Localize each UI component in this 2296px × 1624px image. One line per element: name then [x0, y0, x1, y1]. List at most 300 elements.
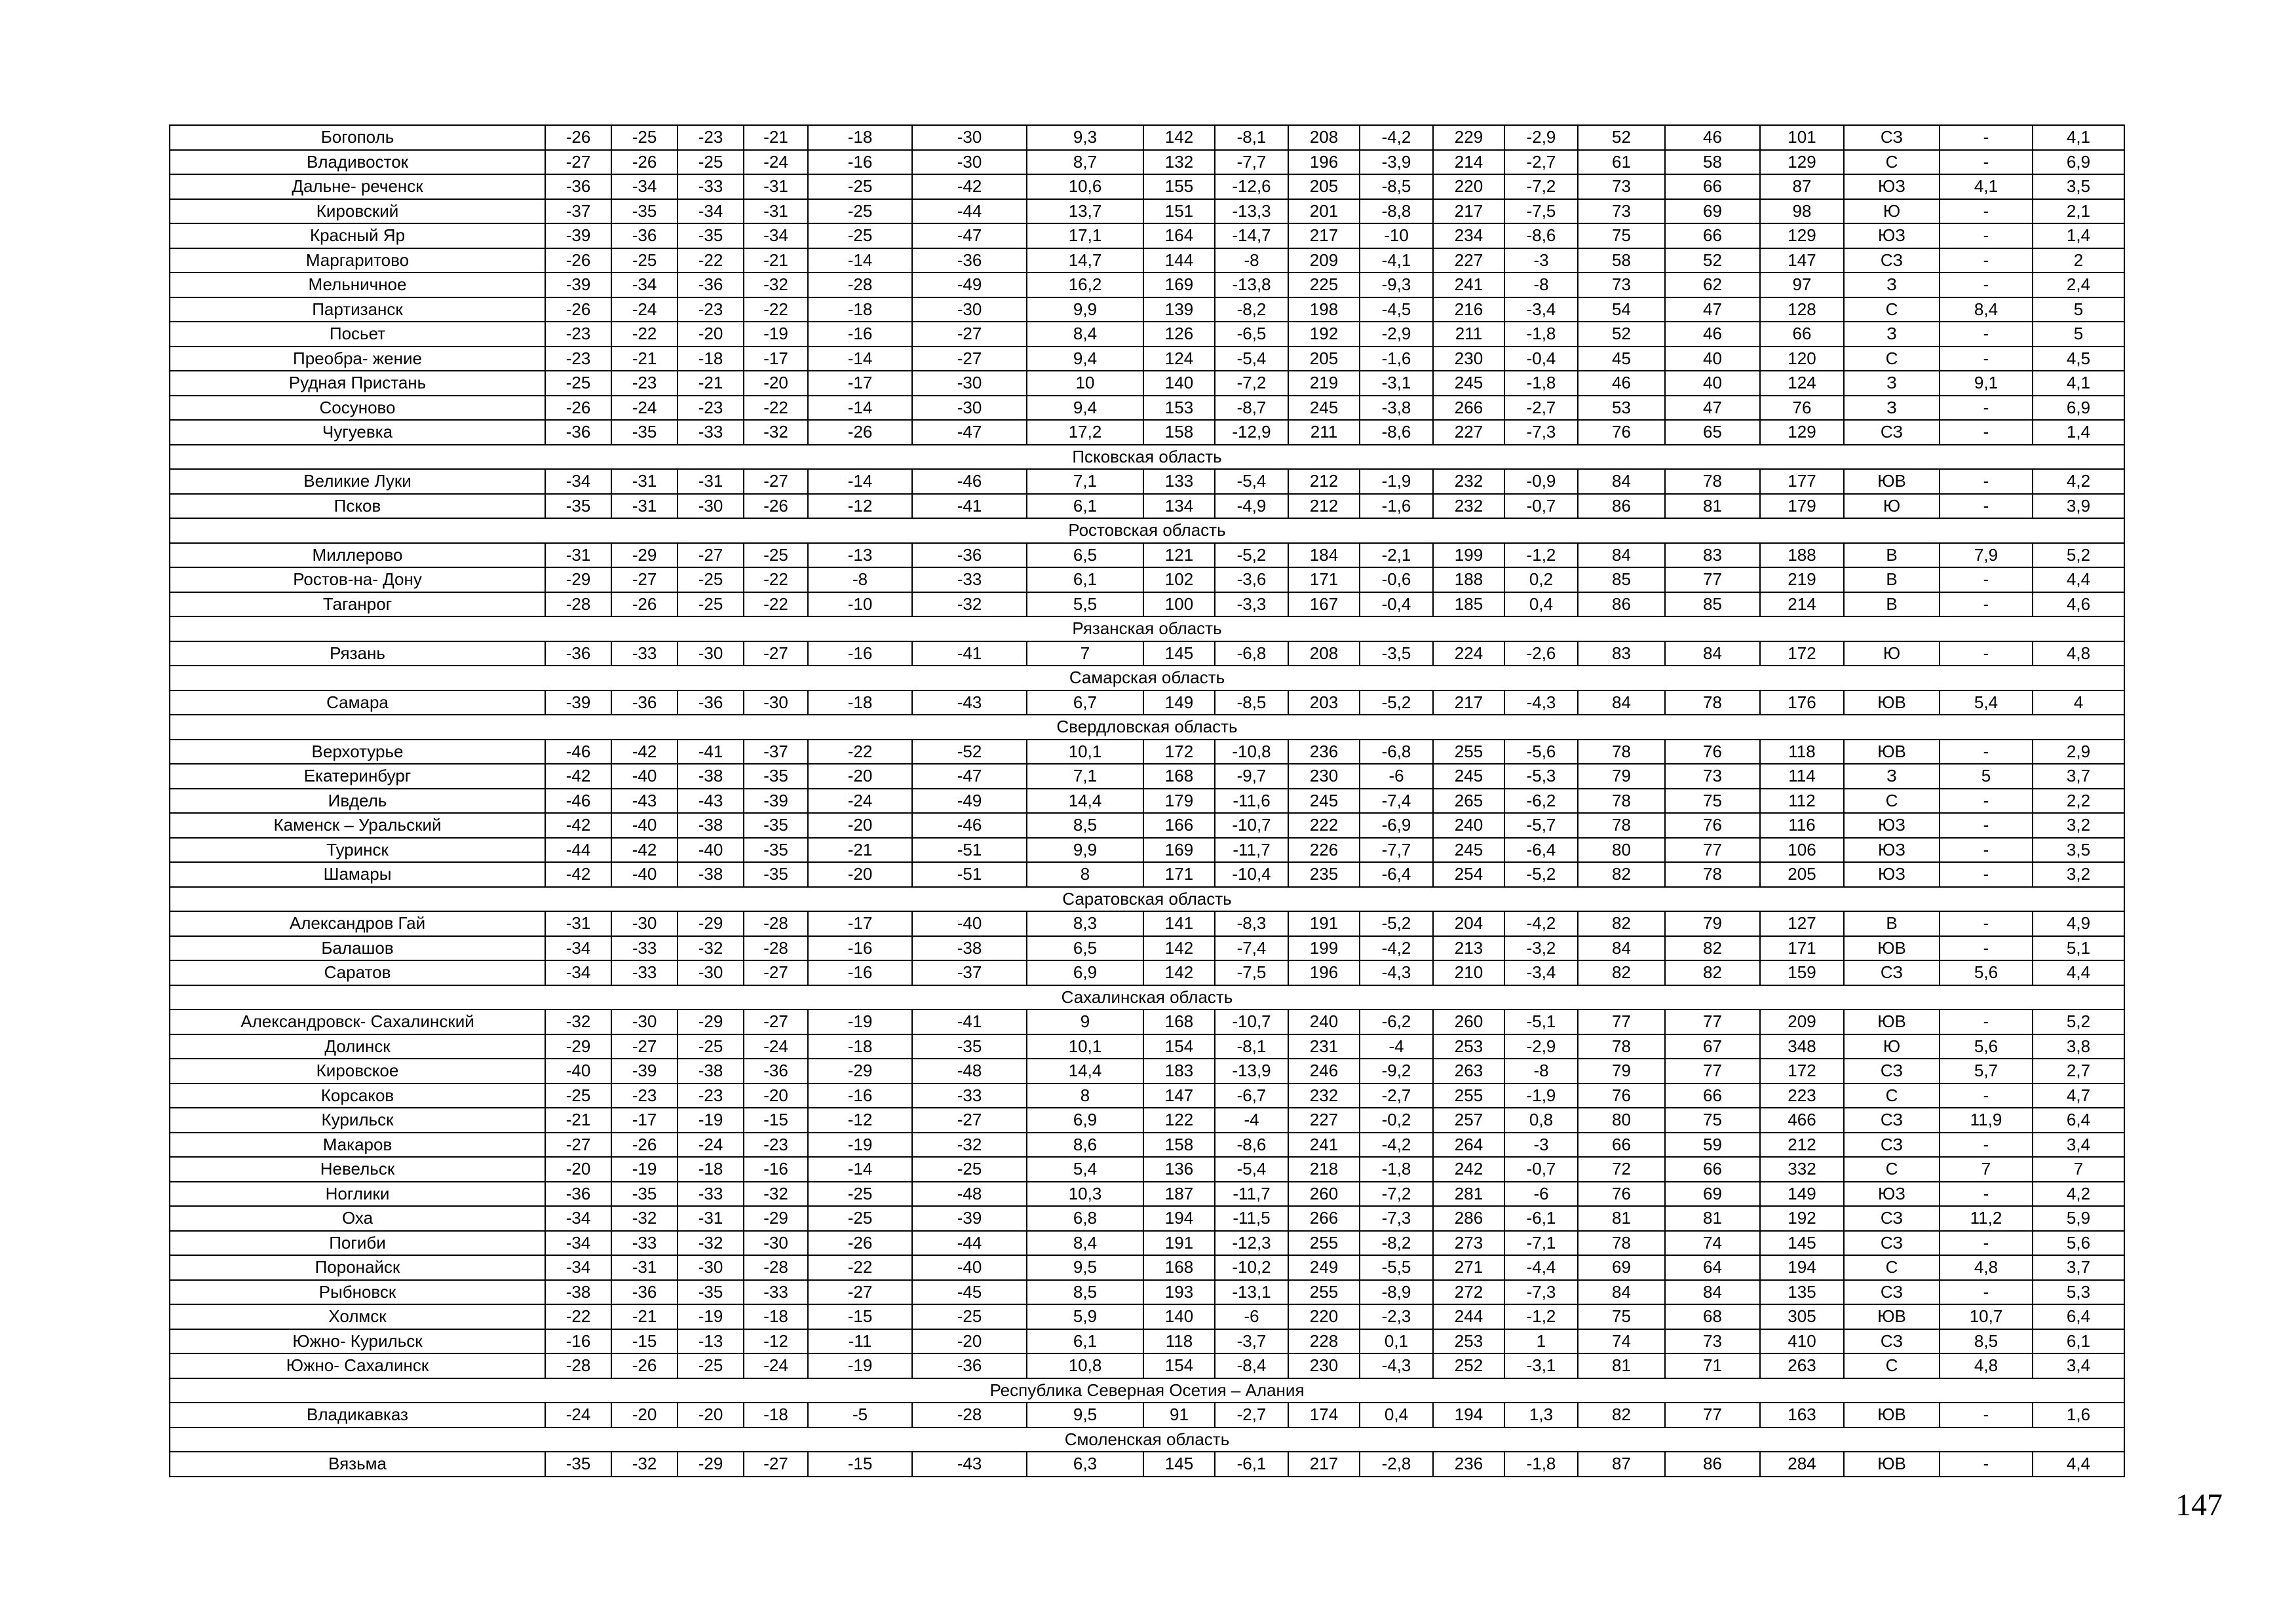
value-cell: 2,7: [2033, 1059, 2124, 1084]
value-cell: -44: [545, 838, 611, 863]
value-cell: 84: [1578, 690, 1665, 715]
station-name-cell: Мельничное: [170, 273, 545, 297]
value-cell: 82: [1665, 936, 1760, 961]
value-cell: 4,8: [1940, 1353, 2033, 1378]
value-cell: -27: [611, 1034, 678, 1059]
value-cell: 5,3: [2033, 1280, 2124, 1305]
value-cell: -33: [678, 420, 744, 445]
value-cell: 4,4: [2033, 567, 2124, 592]
value-cell: -28: [545, 1353, 611, 1378]
value-cell: -27: [912, 322, 1027, 347]
station-name-cell: Поронайск: [170, 1255, 545, 1280]
value-cell: 254: [1433, 862, 1504, 887]
value-cell: -18: [744, 1403, 808, 1427]
value-cell: -14: [808, 1157, 912, 1182]
value-cell: 245: [1288, 396, 1360, 421]
value-cell: -17: [808, 371, 912, 396]
value-cell: 253: [1433, 1329, 1504, 1354]
value-cell: -38: [678, 862, 744, 887]
value-cell: -19: [808, 1010, 912, 1034]
value-cell: -4: [1215, 1108, 1288, 1133]
value-cell: 78: [1665, 862, 1760, 887]
value-cell: -8,5: [1215, 690, 1288, 715]
value-cell: 171: [1143, 862, 1215, 887]
value-cell: -: [1940, 125, 2033, 150]
value-cell: ЮВ: [1844, 690, 1940, 715]
value-cell: 227: [1288, 1108, 1360, 1133]
station-name-cell: Красный Яр: [170, 223, 545, 248]
value-cell: -4,3: [1360, 960, 1433, 985]
value-cell: ЮВ: [1844, 1403, 1940, 1427]
value-cell: -5,1: [1504, 1010, 1578, 1034]
value-cell: -43: [912, 1452, 1027, 1477]
value-cell: -40: [611, 862, 678, 887]
station-name-cell: Маргаритово: [170, 248, 545, 273]
value-cell: 217: [1433, 690, 1504, 715]
value-cell: 8,3: [1027, 911, 1143, 936]
value-cell: -: [1940, 1133, 2033, 1158]
value-cell: 168: [1143, 1010, 1215, 1034]
value-cell: -36: [611, 690, 678, 715]
table-row: [170, 543, 2124, 568]
value-cell: -3: [1504, 248, 1578, 273]
value-cell: 134: [1143, 494, 1215, 519]
value-cell: 76: [1760, 396, 1844, 421]
value-cell: 67: [1665, 1034, 1760, 1059]
value-cell: 252: [1433, 1353, 1504, 1378]
value-cell: 78: [1578, 789, 1665, 814]
table-row: [170, 1353, 2124, 1378]
value-cell: 65: [1665, 420, 1760, 445]
value-cell: 235: [1288, 862, 1360, 887]
value-cell: 77: [1665, 1403, 1760, 1427]
value-cell: 219: [1288, 371, 1360, 396]
table-row: [170, 322, 2124, 347]
table-row: [170, 1059, 2124, 1084]
station-name-cell: Ивдель: [170, 789, 545, 814]
value-cell: 86: [1578, 494, 1665, 519]
value-cell: 214: [1760, 592, 1844, 617]
value-cell: 40: [1665, 347, 1760, 371]
value-cell: -8,6: [1504, 223, 1578, 248]
value-cell: -36: [912, 543, 1027, 568]
value-cell: 211: [1433, 322, 1504, 347]
table-row: [170, 1182, 2124, 1207]
value-cell: -36: [912, 1353, 1027, 1378]
value-cell: -8,8: [1360, 199, 1433, 224]
value-cell: 76: [1665, 740, 1760, 765]
value-cell: -43: [611, 789, 678, 814]
value-cell: -35: [744, 764, 808, 789]
value-cell: 5,6: [1940, 1034, 2033, 1059]
value-cell: -17: [611, 1108, 678, 1133]
value-cell: 154: [1143, 1353, 1215, 1378]
value-cell: 6,9: [1027, 1108, 1143, 1133]
value-cell: -21: [744, 248, 808, 273]
value-cell: -34: [545, 936, 611, 961]
station-name-cell: Преобра- жение: [170, 347, 545, 371]
value-cell: -25: [678, 592, 744, 617]
table-row: [170, 960, 2124, 985]
value-cell: -37: [912, 960, 1027, 985]
value-cell: -22: [611, 322, 678, 347]
value-cell: 266: [1288, 1206, 1360, 1231]
value-cell: -38: [912, 936, 1027, 961]
value-cell: -7,4: [1215, 936, 1288, 961]
value-cell: 185: [1433, 592, 1504, 617]
value-cell: 217: [1288, 223, 1360, 248]
value-cell: -26: [545, 248, 611, 273]
value-cell: -34: [545, 1231, 611, 1256]
value-cell: -7,3: [1504, 1280, 1578, 1305]
value-cell: 139: [1143, 297, 1215, 322]
value-cell: -26: [808, 1231, 912, 1256]
value-cell: -21: [611, 1304, 678, 1329]
value-cell: -33: [744, 1280, 808, 1305]
value-cell: -2,1: [1360, 543, 1433, 568]
value-cell: -8,5: [1360, 174, 1433, 199]
value-cell: -3,4: [1504, 960, 1578, 985]
value-cell: 183: [1143, 1059, 1215, 1084]
value-cell: 78: [1665, 690, 1760, 715]
value-cell: ЮВ: [1844, 1452, 1940, 1477]
value-cell: -10,7: [1215, 813, 1288, 838]
value-cell: 14,4: [1027, 789, 1143, 814]
value-cell: -19: [744, 322, 808, 347]
value-cell: 242: [1433, 1157, 1504, 1182]
table-row: [170, 469, 2124, 494]
value-cell: -24: [611, 396, 678, 421]
value-cell: 196: [1288, 150, 1360, 175]
value-cell: -11,6: [1215, 789, 1288, 814]
value-cell: -21: [611, 347, 678, 371]
value-cell: 209: [1288, 248, 1360, 273]
value-cell: -12,6: [1215, 174, 1288, 199]
value-cell: -1,8: [1504, 1452, 1578, 1477]
value-cell: -22: [744, 592, 808, 617]
value-cell: С: [1844, 1353, 1940, 1378]
value-cell: 122: [1143, 1108, 1215, 1133]
region-header-row: [170, 666, 2124, 690]
value-cell: -3,8: [1360, 396, 1433, 421]
value-cell: 78: [1665, 469, 1760, 494]
value-cell: -12: [808, 494, 912, 519]
value-cell: -: [1940, 273, 2033, 297]
value-cell: СЗ: [1844, 1108, 1940, 1133]
value-cell: -49: [912, 273, 1027, 297]
value-cell: 101: [1760, 125, 1844, 150]
value-cell: -: [1940, 862, 2033, 887]
value-cell: -12,9: [1215, 420, 1288, 445]
value-cell: 5,9: [1027, 1304, 1143, 1329]
station-name-cell: Верхотурье: [170, 740, 545, 765]
value-cell: 66: [1665, 174, 1760, 199]
region-name: Смоленская область: [170, 1427, 2124, 1452]
value-cell: 219: [1760, 567, 1844, 592]
table-row: [170, 1133, 2124, 1158]
value-cell: 305: [1760, 1304, 1844, 1329]
value-cell: 153: [1143, 396, 1215, 421]
value-cell: 7,1: [1027, 469, 1143, 494]
station-name-cell: Ростов-на- Дону: [170, 567, 545, 592]
value-cell: 168: [1143, 764, 1215, 789]
value-cell: -14: [808, 469, 912, 494]
value-cell: -27: [744, 960, 808, 985]
value-cell: -: [1940, 838, 2033, 863]
value-cell: 2,4: [2033, 273, 2124, 297]
value-cell: 53: [1578, 396, 1665, 421]
table-row: [170, 690, 2124, 715]
value-cell: 163: [1760, 1403, 1844, 1427]
value-cell: 5,4: [1027, 1157, 1143, 1182]
value-cell: -8,1: [1215, 125, 1288, 150]
value-cell: -39: [545, 223, 611, 248]
value-cell: 132: [1143, 150, 1215, 175]
value-cell: -29: [545, 1034, 611, 1059]
value-cell: -25: [808, 199, 912, 224]
value-cell: -10,2: [1215, 1255, 1288, 1280]
value-cell: -5,4: [1215, 469, 1288, 494]
value-cell: С: [1844, 1084, 1940, 1108]
value-cell: -20: [678, 1403, 744, 1427]
value-cell: 272: [1433, 1280, 1504, 1305]
value-cell: 80: [1578, 838, 1665, 863]
value-cell: 68: [1665, 1304, 1760, 1329]
value-cell: 77: [1665, 567, 1760, 592]
value-cell: -18: [744, 1304, 808, 1329]
value-cell: 4,5: [2033, 347, 2124, 371]
region-header-row: [170, 887, 2124, 912]
value-cell: С: [1844, 297, 1940, 322]
value-cell: -17: [744, 347, 808, 371]
value-cell: 8,4: [1027, 322, 1143, 347]
value-cell: -5,6: [1504, 740, 1578, 765]
value-cell: -: [1940, 248, 2033, 273]
value-cell: 121: [1143, 543, 1215, 568]
table-row: [170, 248, 2124, 273]
value-cell: В: [1844, 911, 1940, 936]
value-cell: -30: [678, 641, 744, 666]
value-cell: -23: [678, 125, 744, 150]
value-cell: 201: [1288, 199, 1360, 224]
table-row: [170, 420, 2124, 445]
value-cell: -27: [545, 150, 611, 175]
value-cell: 5,5: [1027, 592, 1143, 617]
value-cell: -47: [912, 223, 1027, 248]
value-cell: 213: [1433, 936, 1504, 961]
value-cell: 17,1: [1027, 223, 1143, 248]
value-cell: -35: [744, 813, 808, 838]
value-cell: -33: [912, 1084, 1027, 1108]
value-cell: -20: [808, 813, 912, 838]
value-cell: 71: [1665, 1353, 1760, 1378]
value-cell: 168: [1143, 1255, 1215, 1280]
value-cell: 52: [1578, 125, 1665, 150]
page-number: 147: [2175, 1488, 2223, 1522]
value-cell: -: [1940, 592, 2033, 617]
value-cell: 79: [1578, 1059, 1665, 1084]
value-cell: 46: [1578, 371, 1665, 396]
table-row: [170, 1304, 2124, 1329]
value-cell: -32: [744, 273, 808, 297]
table-row: [170, 125, 2124, 150]
region-name: Сахалинская область: [170, 985, 2124, 1010]
value-cell: 241: [1433, 273, 1504, 297]
value-cell: 3,9: [2033, 494, 2124, 519]
value-cell: 164: [1143, 223, 1215, 248]
value-cell: -: [1940, 1084, 2033, 1108]
value-cell: -27: [808, 1280, 912, 1305]
value-cell: ЮЗ: [1844, 862, 1940, 887]
value-cell: СЗ: [1844, 1206, 1940, 1231]
value-cell: 149: [1143, 690, 1215, 715]
value-cell: 255: [1288, 1280, 1360, 1305]
value-cell: -3: [1504, 1133, 1578, 1158]
value-cell: -: [1940, 911, 2033, 936]
value-cell: 10: [1027, 371, 1143, 396]
value-cell: 114: [1760, 764, 1844, 789]
value-cell: 159: [1760, 960, 1844, 985]
value-cell: 79: [1665, 911, 1760, 936]
value-cell: -6,7: [1215, 1084, 1288, 1108]
table-row: [170, 1329, 2124, 1354]
value-cell: -16: [808, 960, 912, 985]
value-cell: 82: [1578, 862, 1665, 887]
value-cell: -3,7: [1215, 1329, 1288, 1354]
value-cell: В: [1844, 592, 1940, 617]
value-cell: -16: [808, 641, 912, 666]
table-row: [170, 641, 2124, 666]
value-cell: 4,6: [2033, 592, 2124, 617]
value-cell: -20: [744, 1084, 808, 1108]
value-cell: 16,2: [1027, 273, 1143, 297]
value-cell: 204: [1433, 911, 1504, 936]
value-cell: 255: [1433, 740, 1504, 765]
table-row: [170, 838, 2124, 863]
value-cell: -: [1940, 347, 2033, 371]
value-cell: 81: [1578, 1206, 1665, 1231]
value-cell: 205: [1760, 862, 1844, 887]
value-cell: -: [1940, 150, 2033, 175]
value-cell: -25: [808, 1206, 912, 1231]
value-cell: 81: [1665, 1206, 1760, 1231]
value-cell: 203: [1288, 690, 1360, 715]
value-cell: -27: [912, 347, 1027, 371]
station-name-cell: Корсаков: [170, 1084, 545, 1108]
value-cell: 10,3: [1027, 1182, 1143, 1207]
value-cell: 9,4: [1027, 396, 1143, 421]
value-cell: -3,9: [1360, 150, 1433, 175]
value-cell: -25: [678, 150, 744, 175]
value-cell: 216: [1433, 297, 1504, 322]
value-cell: -29: [808, 1059, 912, 1084]
table-row: [170, 1231, 2124, 1256]
value-cell: В: [1844, 567, 1940, 592]
value-cell: 4,2: [2033, 1182, 2124, 1207]
value-cell: -: [1940, 469, 2033, 494]
value-cell: 5,2: [2033, 543, 2124, 568]
value-cell: 6,1: [1027, 494, 1143, 519]
value-cell: 10,1: [1027, 1034, 1143, 1059]
value-cell: 142: [1143, 960, 1215, 985]
value-cell: -2,9: [1504, 125, 1578, 150]
value-cell: 174: [1288, 1403, 1360, 1427]
region-name: Ростовская область: [170, 518, 2124, 543]
value-cell: 66: [1665, 1084, 1760, 1108]
value-cell: -29: [744, 1206, 808, 1231]
value-cell: -34: [545, 1255, 611, 1280]
value-cell: -23: [744, 1133, 808, 1158]
value-cell: -45: [912, 1280, 1027, 1305]
value-cell: 8: [1027, 862, 1143, 887]
value-cell: 1,4: [2033, 223, 2124, 248]
table-row: [170, 936, 2124, 961]
value-cell: -0,7: [1504, 494, 1578, 519]
value-cell: 77: [1665, 838, 1760, 863]
value-cell: -11,7: [1215, 838, 1288, 863]
value-cell: 176: [1760, 690, 1844, 715]
value-cell: 8,6: [1027, 1133, 1143, 1158]
value-cell: 171: [1288, 567, 1360, 592]
value-cell: 78: [1578, 813, 1665, 838]
value-cell: -16: [744, 1157, 808, 1182]
value-cell: 8: [1027, 1084, 1143, 1108]
value-cell: 9,4: [1027, 347, 1143, 371]
value-cell: З: [1844, 396, 1940, 421]
value-cell: -2,9: [1360, 322, 1433, 347]
value-cell: 142: [1143, 125, 1215, 150]
value-cell: Ю: [1844, 641, 1940, 666]
value-cell: -34: [611, 273, 678, 297]
value-cell: -30: [912, 297, 1027, 322]
value-cell: -40: [912, 1255, 1027, 1280]
value-cell: 142: [1143, 936, 1215, 961]
value-cell: -13: [808, 543, 912, 568]
value-cell: -25: [744, 543, 808, 568]
value-cell: 208: [1288, 125, 1360, 150]
value-cell: 66: [1578, 1133, 1665, 1158]
value-cell: -6,1: [1504, 1206, 1578, 1231]
value-cell: -7,5: [1504, 199, 1578, 224]
value-cell: -: [1940, 1280, 2033, 1305]
value-cell: -7,2: [1215, 371, 1288, 396]
value-cell: 205: [1288, 347, 1360, 371]
value-cell: -15: [808, 1452, 912, 1477]
station-name-cell: Вязьма: [170, 1452, 545, 1477]
value-cell: 212: [1288, 469, 1360, 494]
value-cell: -2,3: [1360, 1304, 1433, 1329]
value-cell: 6,5: [1027, 543, 1143, 568]
value-cell: -29: [545, 567, 611, 592]
value-cell: З: [1844, 764, 1940, 789]
value-cell: 6,9: [1027, 960, 1143, 985]
value-cell: -34: [678, 199, 744, 224]
table-row: [170, 1034, 2124, 1059]
value-cell: -32: [611, 1452, 678, 1477]
value-cell: 236: [1288, 740, 1360, 765]
value-cell: -34: [545, 960, 611, 985]
value-cell: -3,1: [1504, 1353, 1578, 1378]
value-cell: -23: [678, 1084, 744, 1108]
value-cell: 79: [1578, 764, 1665, 789]
region-header-row: [170, 1378, 2124, 1403]
value-cell: 4,2: [2033, 469, 2124, 494]
value-cell: 234: [1433, 223, 1504, 248]
value-cell: 217: [1433, 199, 1504, 224]
value-cell: -23: [678, 396, 744, 421]
value-cell: 229: [1433, 125, 1504, 150]
value-cell: -35: [912, 1034, 1027, 1059]
